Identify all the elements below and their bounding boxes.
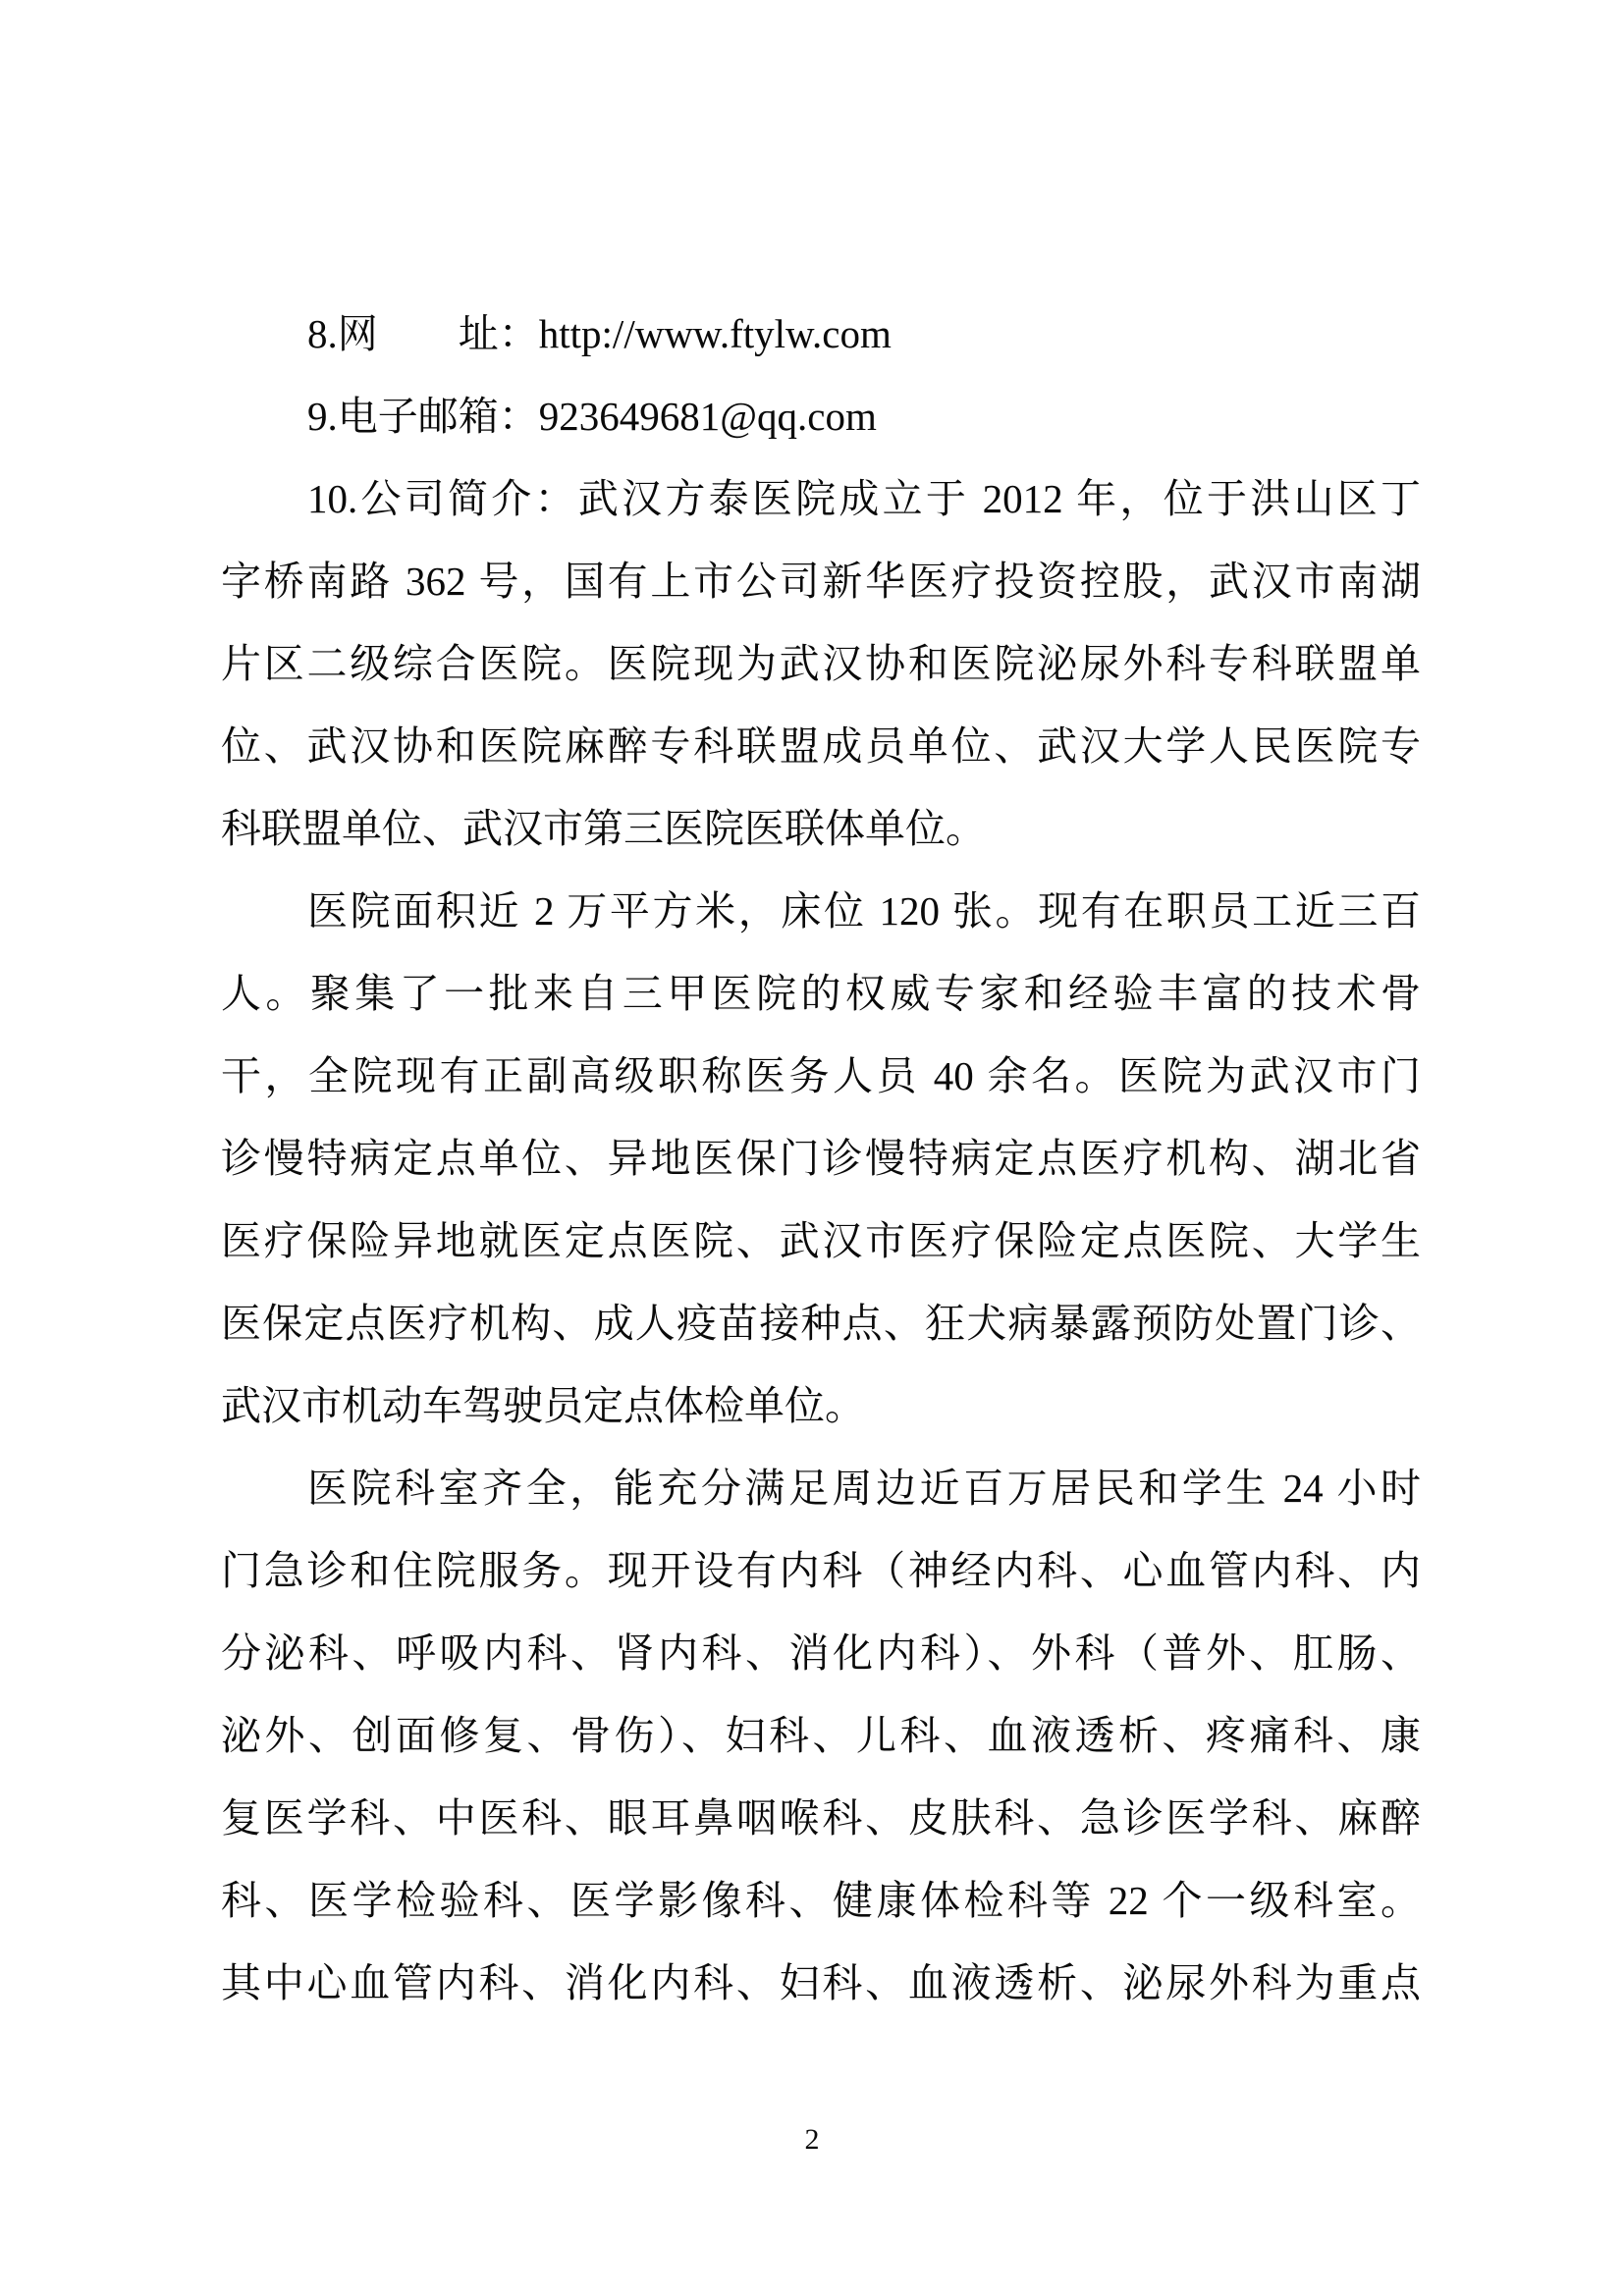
text-line: 医院科室齐全，能充分满足周边近百万居民和学生 24 小时	[307, 1466, 1421, 1511]
text-line: 位、武汉协和医院麻醉专科联盟成员单位、武汉大学人民医院专	[221, 723, 1421, 769]
text-line: 人。聚集了一批来自三甲医院的权威专家和经验丰富的技术骨	[221, 971, 1421, 1016]
text-line: 10.公司简介：武汉方泰医院成立于 2012 年，位于洪山区丁	[307, 476, 1421, 521]
text-line: 医保定点医疗机构、成人疫苗接种点、狂犬病暴露预防处置门诊、	[221, 1301, 1421, 1346]
text-line: 门急诊和住院服务。现开设有内科（神经内科、心血管内科、内	[221, 1548, 1421, 1593]
text-line: 科联盟单位、武汉市第三医院医联体单位。	[221, 806, 986, 851]
text-line: 分泌科、呼吸内科、肾内科、消化内科）、外科（普外、肛肠、	[221, 1630, 1421, 1676]
text-line: 医疗保险异地就医定点医院、武汉市医疗保险定点医院、大学生	[221, 1218, 1421, 1263]
text-line: 其中心血管内科、消化内科、妇科、血液透析、泌尿外科为重点	[221, 1960, 1421, 2005]
text-line: 诊慢特病定点单位、异地医保门诊慢特病定点医疗机构、湖北省	[221, 1136, 1421, 1181]
text-line: 武汉市机动车驾驶员定点体检单位。	[221, 1383, 865, 1428]
text-line: 片区二级综合医院。医院现为武汉协和医院泌尿外科专科联盟单	[221, 641, 1421, 686]
text-line: 医院面积近 2 万平方米，床位 120 张。现有在职员工近三百	[307, 888, 1421, 934]
text-line: 泌外、创面修复、骨伤）、妇科、儿科、血液透析、疼痛科、康	[221, 1713, 1421, 1758]
page-number: 2	[804, 2123, 820, 2156]
text-line-website: 8.网 址：http://www.ftylw.com	[307, 311, 892, 356]
text-line: 字桥南路 362 号，国有上市公司新华医疗投资控股，武汉市南湖	[221, 559, 1421, 604]
text-line-email: 9.电子邮箱：923649681@qq.com	[307, 394, 877, 439]
document-body	[221, 293, 1421, 2024]
text-line: 复医学科、中医科、眼耳鼻咽喉科、皮肤科、急诊医学科、麻醉	[221, 1795, 1421, 1841]
text-line: 干，全院现有正副高级职称医务人员 40 余名。医院为武汉市门	[221, 1053, 1421, 1098]
text-line: 科、医学检验科、医学影像科、健康体检科等 22 个一级科室。	[221, 1878, 1421, 1923]
